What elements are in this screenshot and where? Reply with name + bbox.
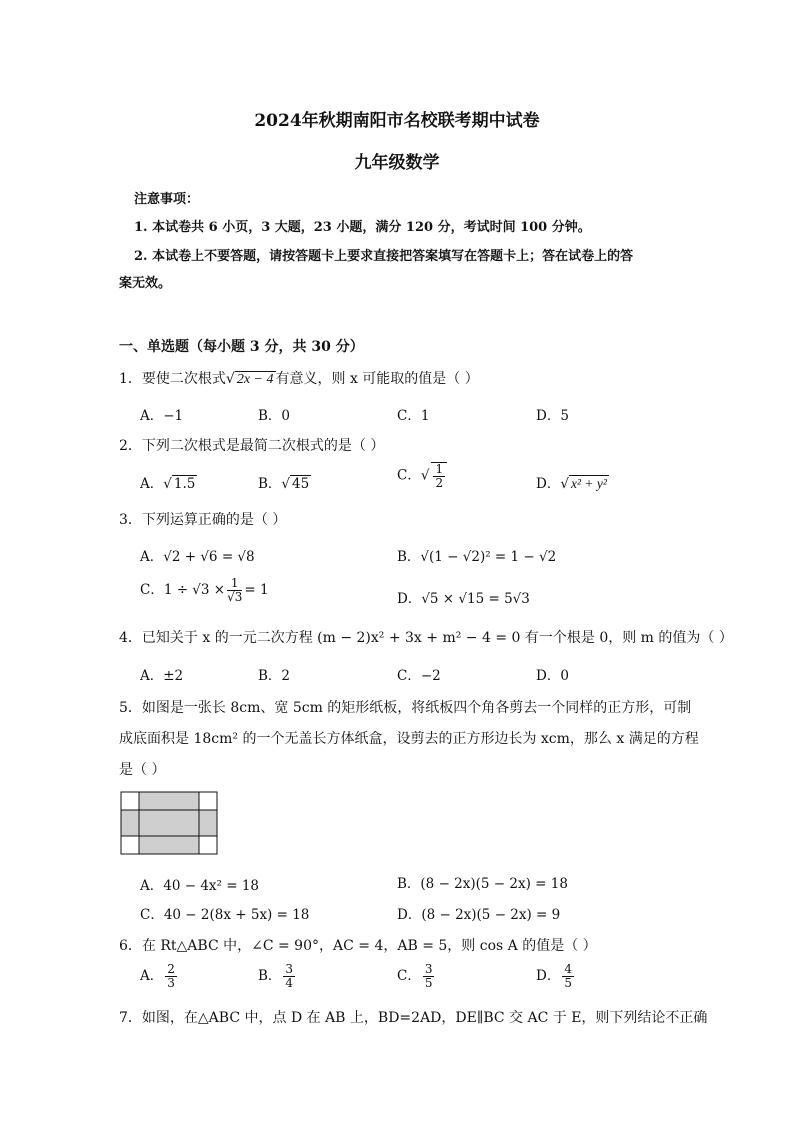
q2-option-d: D．√ x² + y² xyxy=(536,476,607,492)
q4-option-c: C．−2 xyxy=(397,668,441,684)
question-5-line-2: 成底面积是 18cm² 的一个无盖长方体纸盒，设剪去的正方形边长为 xcm，那么 x 满足的方程 xyxy=(119,731,699,747)
question-1-stem: 1．要使二次根式√ 2x − 4 有意义，则 x 可能取的值是（ ） xyxy=(119,371,479,387)
q4-option-d: D．0 xyxy=(536,668,569,684)
q5-option-a: A．40 − 4x² = 18 xyxy=(140,878,260,894)
question-7-stem: 7．如图，在△ABC 中，点 D 在 AB 上，BD=2AD，DE∥BC 交 AC 于 E，则下列结论不正确 xyxy=(119,1010,708,1026)
q1-option-b: B．0 xyxy=(258,408,291,424)
q3-option-c: C．1 ÷ √3 × $\frac{1}{√3}$ = 1 xyxy=(140,576,269,604)
q3-option-b: B．√(1 − √2)² = 1 − √2 xyxy=(397,549,557,565)
exam-title: 2024年秋期南阳市名校联考期中试卷 xyxy=(254,111,540,131)
q3-option-d: D．√5 × √15 = 5√3 xyxy=(397,591,530,607)
notes-item-2: 2. 本试卷上不要答题，请按答题卡上要求直接把答案填写在答题卡上；答在试卷上的答 xyxy=(134,249,634,264)
q5-option-d: D．(8 − 2x)(5 − 2x) = 9 xyxy=(397,907,561,923)
q2-option-b: B．√ 45 xyxy=(258,476,310,492)
q1-option-a: A．−1 xyxy=(140,408,184,424)
question-4-stem: 4．已知关于 x 的一元二次方程 (m − 2)x² + 3x + m² − 4 = 0 有一个根是 0，则 m 的值为（ ） xyxy=(119,630,733,646)
q6-option-d: D． $\frac{4}{5}$ xyxy=(536,962,572,990)
cardboard-figure xyxy=(120,791,218,855)
exam-subtitle: 九年级数学 xyxy=(354,153,440,173)
question-3-stem: 3．下列运算正确的是（ ） xyxy=(119,512,287,528)
q2-option-c: C．√ $\frac{1}{2}$ xyxy=(397,462,449,490)
q5-option-b: B．(8 − 2x)(5 − 2x) = 18 xyxy=(397,876,568,892)
question-2-stem: 2．下列二次根式是最简二次根式的是（ ） xyxy=(119,438,385,454)
q1-option-d: D．5 xyxy=(536,408,569,424)
q4-option-a: A．±2 xyxy=(140,668,184,684)
question-5-line-3: 是（ ） xyxy=(119,762,166,778)
q3-option-a: A．√2 + √6 = √8 xyxy=(140,549,255,565)
section-heading: 一、单选题（每小题 3 分，共 30 分） xyxy=(119,339,364,355)
q2-option-a: A．√ 1.5 xyxy=(140,476,196,492)
notes-item-1: 1. 本试卷共 6 小页，3 大题，23 小题，满分 120 分，考试时间 100 分钟。 xyxy=(134,220,591,235)
q5-option-c: C．40 − 2(8x + 5x) = 18 xyxy=(140,907,310,923)
q6-option-c: C． $\frac{3}{5}$ xyxy=(397,962,433,990)
question-6-stem: 6．在 Rt△ABC 中，∠C = 90°，AC = 4，AB = 5，则 cos A 的值是（ ） xyxy=(119,938,597,954)
notes-heading: 注意事项： xyxy=(134,192,200,207)
q6-option-b: B． $\frac{3}{4}$ xyxy=(258,962,294,990)
question-5-line-1: 5．如图是一张长 8cm、宽 5cm 的矩形纸板，将纸板四个角各剪去一个同样的正方形，可制 xyxy=(119,700,692,716)
q4-option-b: B．2 xyxy=(258,668,291,684)
q6-option-a: A． $\frac{2}{3}$ xyxy=(140,962,175,990)
notes-item-2-cont: 案无效。 xyxy=(119,276,172,291)
q1-option-c: C．1 xyxy=(397,408,430,424)
